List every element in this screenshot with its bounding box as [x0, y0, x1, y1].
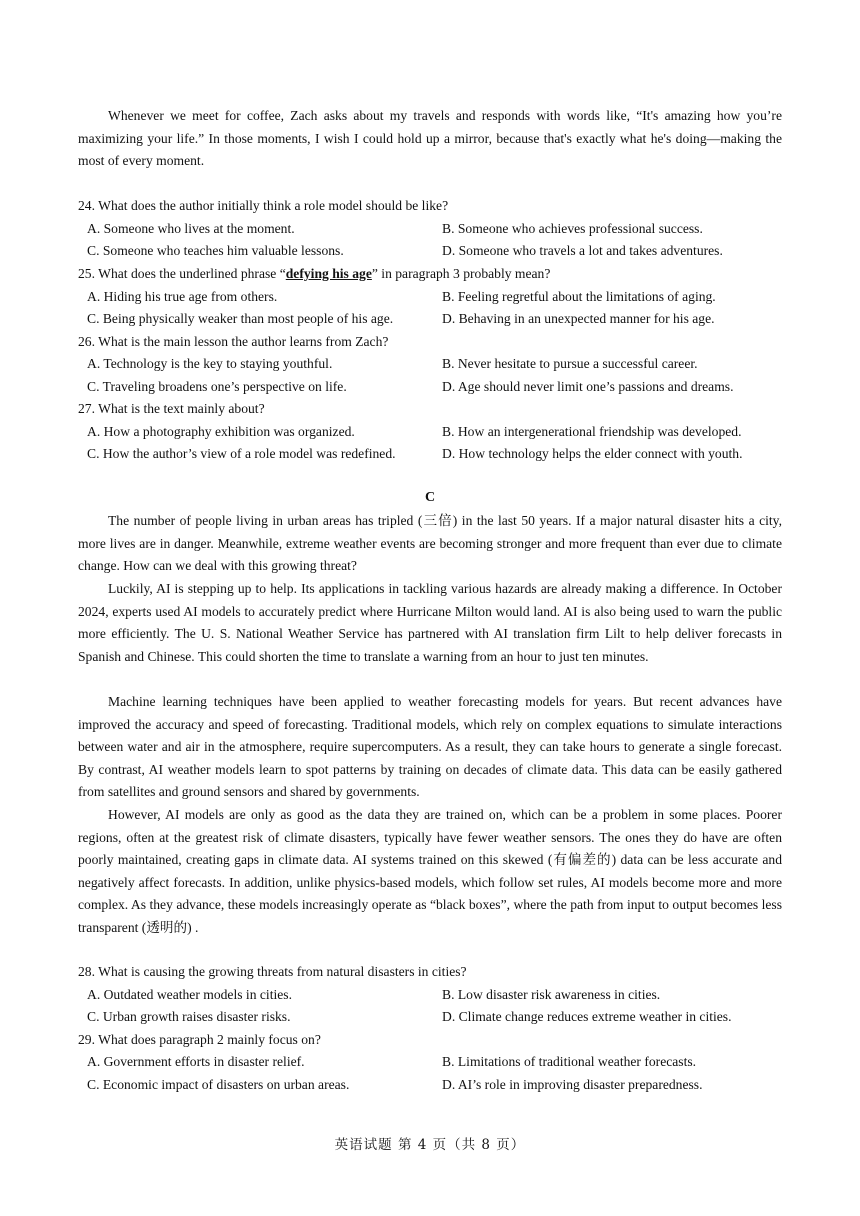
option-d: D. How technology helps the elder connect with youth. [442, 446, 743, 461]
passage-c-paragraph-1: The number of people living in urban areas has tripled (三倍) in the last 50 years. If a major natural disaster hits a city, more lives are in danger. Meanwhile, extreme weather events are becoming stronger and more frequent than ever due to climate change. How can we deal with this growing threat? [78, 513, 782, 574]
option-b: B. Never hesitate to pursue a successful career. [442, 356, 698, 371]
passage-c-paragraph-3: Machine learning techniques have been applied to weather forecasting models for years. But recent advances have improved the accuracy and speed of forecasting. Traditional models, which rely on complex equations to simulate interactions between water and air in the atmosphere, require supercomputers. As a result, they can take hours to generate a single forecast. By contrast, AI weather models learn to spot patterns by training on decades of climate data. This data can be easily gathered from satellites and ground sensors and shared by governments. [78, 694, 782, 800]
option-a: A. Technology is the key to staying youthful. [87, 356, 333, 371]
option-b: B. Feeling regretful about the limitations of aging. [442, 289, 716, 304]
option-b: B. Limitations of traditional weather forecasts. [442, 1054, 697, 1069]
option-a: A. Someone who lives at the moment. [87, 221, 295, 236]
question-stem: 29. What does paragraph 2 mainly focus on? [78, 1032, 321, 1047]
option-d: D. AI’s role in improving disaster preparedness. [442, 1077, 703, 1092]
option-a: A. Government efforts in disaster relief. [87, 1054, 305, 1069]
option-b: B. How an intergenerational friendship was developed. [442, 424, 742, 439]
option-c: C. Economic impact of disasters on urban areas. [87, 1077, 350, 1092]
underlined-phrase: defying his age [285, 266, 372, 281]
option-c: C. Being physically weaker than most people of his age. [87, 311, 394, 326]
question-stem: 28. What is causing the growing threats from natural disasters in cities? [78, 964, 467, 979]
question-stem [78, 263, 550, 286]
option-d: D. Someone who travels a lot and takes adventures. [442, 243, 723, 258]
passage-c-paragraph-4: However, AI models are only as good as the data they are trained on, which can be a problem in some places. Poorer regions, often at the greatest risk of climate disasters, typically have fewer weather sensors. The ones they do have are often poorly maintained, creating gaps in climate data. AI systems trained on this skewed (有偏差的) data can be less accurate and negatively affect forecasts. In addition, unlike physics-based models, which follow set rules, AI models become more and more complex. As they advance, these models increasingly operate as “black boxes”, where the path from input to output becomes less transparent (透明的) . [78, 807, 782, 935]
option-b: B. Someone who achieves professional success. [442, 221, 703, 236]
option-a: A. How a photography exhibition was organized. [87, 424, 355, 439]
stem-before: 25. What does the underlined phrase “ [78, 266, 286, 281]
section-heading-c: C [424, 490, 436, 505]
option-c: C. Urban growth raises disaster risks. [87, 1009, 291, 1024]
page-footer: 英语试题 第 4 页（共 8 页） [334, 1137, 526, 1153]
question-stem: 24. What does the author initially think a role model should be like? [78, 198, 449, 213]
option-d: D. Age should never limit one’s passions and dreams. [442, 379, 734, 394]
option-c: C. Someone who teaches him valuable lessons. [87, 243, 344, 258]
option-a: A. Outdated weather models in cities. [87, 987, 292, 1002]
passage-b-final-paragraph: Whenever we meet for coffee, Zach asks about my travels and responds with words like, “It's amazing how you’re maximizing your life.” In those moments, I wish I could hold up a mirror, because that's exactly what he's doing—making the most of every moment. [78, 108, 782, 169]
option-d: D. Climate change reduces extreme weather in cities. [442, 1009, 732, 1024]
option-b: B. Low disaster risk awareness in cities. [442, 987, 661, 1002]
option-a: A. Hiding his true age from others. [87, 289, 278, 304]
option-c: C. Traveling broadens one’s perspective on life. [87, 379, 347, 394]
option-c: C. How the author’s view of a role model was redefined. [87, 446, 396, 461]
passage-c-paragraph-2: Luckily, AI is stepping up to help. Its applications in tackling various hazards are already making a difference. In October 2024, experts used AI models to accurately predict where Hurricane Milton would land. AI is also being used to warn the public more efficiently. The U. S. National Weather Service has partnered with AI translation firm Lilt to help deliver forecasts in Spanish and Chinese. This could shorten the time to translate a warning from an hour to just ten minutes. [78, 581, 782, 664]
option-d: D. Behaving in an unexpected manner for his age. [442, 311, 715, 326]
stem-after: ” in paragraph 3 probably mean? [371, 266, 551, 281]
question-stem: 26. What is the main lesson the author learns from Zach? [78, 334, 389, 349]
question-stem: 27. What is the text mainly about? [78, 401, 265, 416]
